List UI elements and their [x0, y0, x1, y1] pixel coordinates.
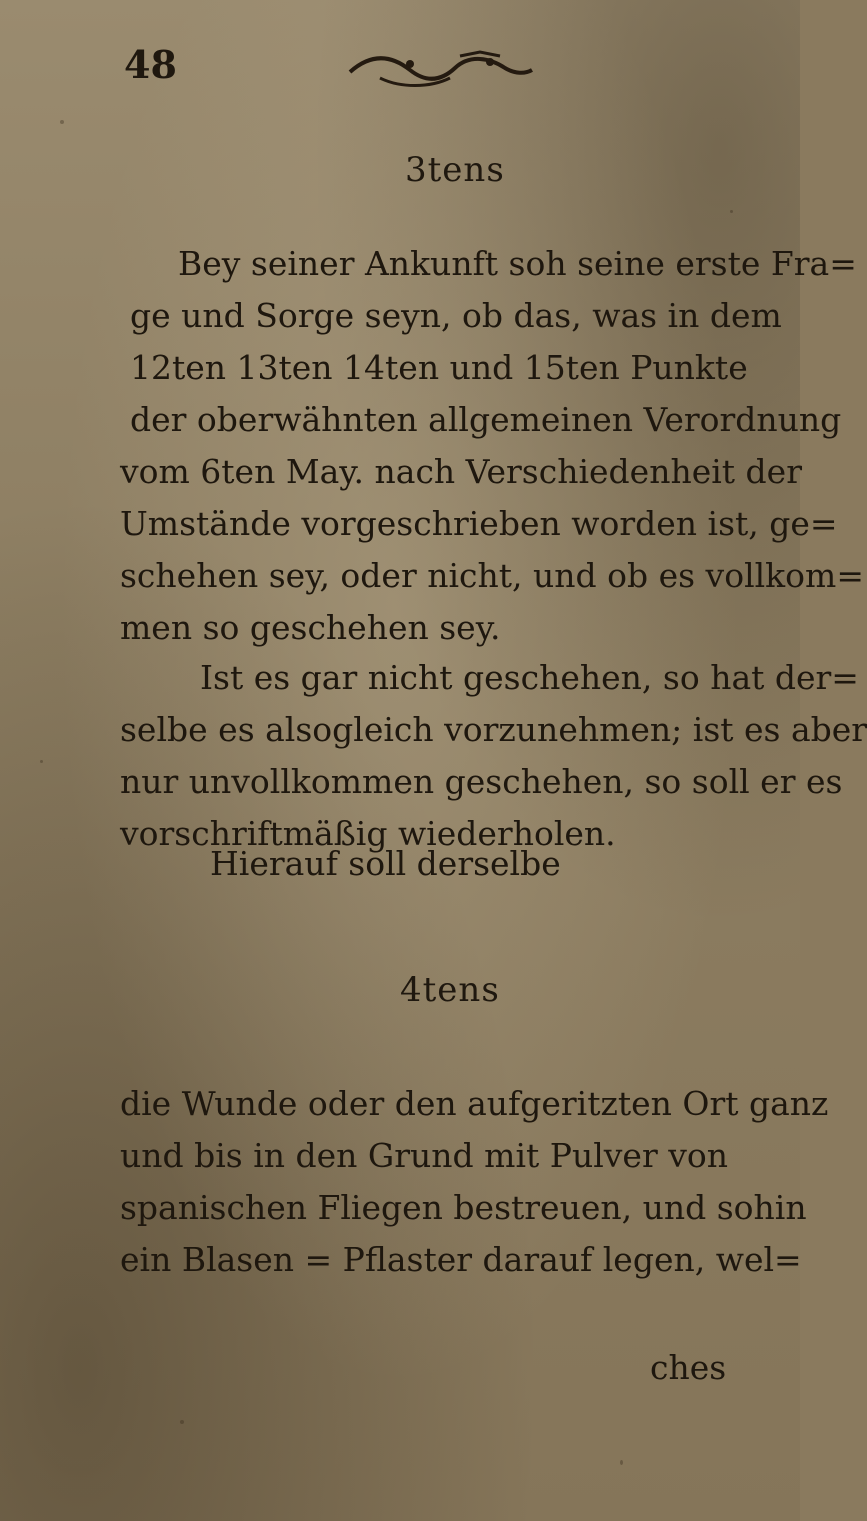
text-line: spanischen Fliegen bestreuen, und sohin — [120, 1188, 807, 1227]
text-line: schehen sey, oder nicht, und ob es vollkom= — [120, 556, 864, 595]
page-number: 48 — [124, 42, 177, 87]
text-line: 12ten 13ten 14ten und 15ten Punkte — [130, 348, 748, 387]
text-line: und bis in den Grund mit Pulver von — [120, 1136, 728, 1175]
text-line: Hierauf soll derselbe — [210, 844, 561, 883]
text-line: vorschriftmäßig wiederholen. — [120, 814, 616, 853]
text-line: Bey seiner Ankunft soh seine erste Fra= — [178, 244, 857, 283]
text-line: Umstände vorgeschrieben worden ist, ge= — [120, 504, 838, 543]
catchword: ches — [650, 1348, 727, 1387]
text-line: ge und Sorge seyn, ob das, was in dem — [130, 296, 782, 335]
text-line: ein Blasen = Pflaster darauf legen, wel= — [120, 1240, 802, 1279]
section-heading-4tens: 4tens — [400, 970, 500, 1010]
text-line: Ist es gar nicht geschehen, so hat der= — [200, 658, 859, 697]
paragraph-3 — [100, 838, 780, 890]
text-line: vom 6ten May. nach Verschiedenheit der — [120, 452, 802, 491]
text-line: nur unvollkommen geschehen, so soll er es — [120, 762, 843, 801]
paragraph-4 — [100, 1078, 829, 1286]
text-line: der oberwähnten allgemeinen Verordnung — [130, 400, 842, 439]
paper-speck — [60, 120, 64, 124]
section-heading-3tens: 3tens — [405, 150, 505, 190]
text-line: men so geschehen sey. — [120, 608, 501, 647]
text-line: die Wunde oder den aufgeritzten Ort ganz — [120, 1084, 829, 1123]
paper-speck — [180, 1420, 184, 1424]
paragraph-2 — [100, 652, 867, 860]
paragraph-1 — [100, 238, 864, 654]
paper-speck — [730, 210, 733, 213]
paper-speck — [620, 1460, 623, 1465]
decorative-ornament — [340, 44, 540, 94]
paper-speck — [40, 760, 43, 763]
text-line: selbe es alsogleich vorzunehmen; ist es aber — [120, 710, 867, 749]
